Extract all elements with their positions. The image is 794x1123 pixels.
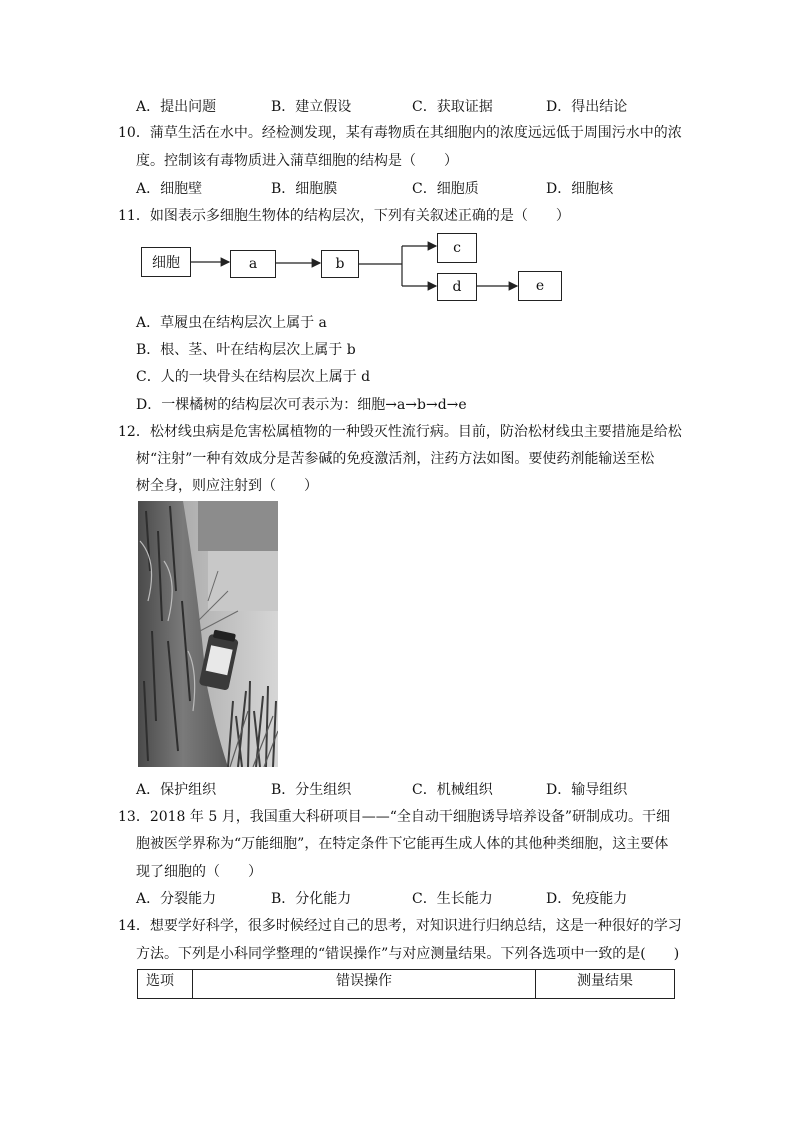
q13-stem-line2: 胞被医学界称为“万能细胞”，在特定条件下它能再生成人体的其他种类细胞，这主要体 — [136, 836, 669, 852]
q10-stem-line2: 度。控制该有毒物质进入蒲草细胞的结构是（ ） — [136, 153, 458, 169]
q13-option-d: D．免疫能力 — [546, 891, 628, 907]
q9-option-d: D．得出结论 — [546, 99, 628, 115]
q13-option-a: A．分裂能力 — [136, 891, 217, 907]
q10-option-a: A．细胞壁 — [136, 181, 203, 197]
q11-option-b: B．根、茎、叶在结构层次上属于 b — [136, 342, 356, 358]
q9-option-b: B．建立假设 — [271, 99, 352, 115]
q10-option-d: D．细胞核 — [546, 181, 614, 197]
q14-table — [137, 969, 675, 999]
q12-stem-line1: 12．松材线虫病是危害松属植物的一种毁灭性流行病。目前，防治松材线虫主要措施是给松 — [118, 424, 682, 440]
diagram-box-a: a — [230, 250, 276, 278]
q9-option-a: A．提出问题 — [136, 99, 217, 115]
q14-stem-line1: 14．想要学好科学，很多时候经过自己的思考，对知识进行归纳总结，这是一种很好的学习 — [118, 918, 682, 934]
q10-option-c: C．细胞质 — [412, 181, 479, 197]
q12-stem-line3: 树全身，则应注射到（ ） — [136, 478, 318, 494]
q9-option-c: C．获取证据 — [412, 99, 493, 115]
tree-injection-photo — [138, 501, 278, 767]
q10-option-b: B．细胞膜 — [271, 181, 338, 197]
table-header-row — [138, 970, 675, 999]
q11-option-c: C．人的一块骨头在结构层次上属于 d — [136, 369, 371, 385]
table-header-wrong-operation: 错误操作 — [193, 970, 536, 999]
table-header-result: 测量结果 — [536, 970, 675, 999]
q11-option-d: D．一棵橘树的结构层次可表示为：细胞→a→b→d→e — [136, 397, 467, 413]
q13-stem-line1: 13．2018 年 5 月，我国重大科研项目——“全自动干细胞诱导培养设备”研制成功。干细 — [118, 809, 671, 825]
q10-stem-line1: 10．蒲草生活在水中。经检测发现，某有毒物质在其细胞内的浓度远远低于周围污水中的浓 — [118, 125, 682, 141]
diagram-box-b: b — [321, 250, 359, 278]
q11-option-a: A．草履虫在结构层次上属于 a — [136, 315, 327, 331]
diagram-box-cell: 细胞 — [141, 247, 191, 277]
q12-option-c: C．机械组织 — [412, 782, 493, 798]
table-header-option: 选项 — [138, 970, 193, 999]
q11-stem: 11．如图表示多细胞生物体的结构层次，下列有关叙述正确的是（ ） — [118, 208, 570, 224]
q13-option-c: C．生长能力 — [412, 891, 493, 907]
diagram-box-d: d — [437, 273, 477, 301]
q12-option-b: B．分生组织 — [271, 782, 352, 798]
q13-option-b: B．分化能力 — [271, 891, 352, 907]
diagram-box-e: e — [518, 271, 562, 301]
q12-stem-line2: 树“注射”一种有效成分是苦参碱的免疫激活剂，注药方法如图。要使药剂能输送至松 — [136, 451, 655, 467]
diagram-box-c: c — [437, 233, 477, 263]
q12-option-d: D．输导组织 — [546, 782, 628, 798]
q13-stem-line3: 现了细胞的（ ） — [136, 864, 262, 880]
q12-option-a: A．保护组织 — [136, 782, 217, 798]
q14-stem-line2: 方法。下列是小科同学整理的“错误操作”与对应测量结果。下列各选项中一致的是( ) — [136, 946, 680, 962]
